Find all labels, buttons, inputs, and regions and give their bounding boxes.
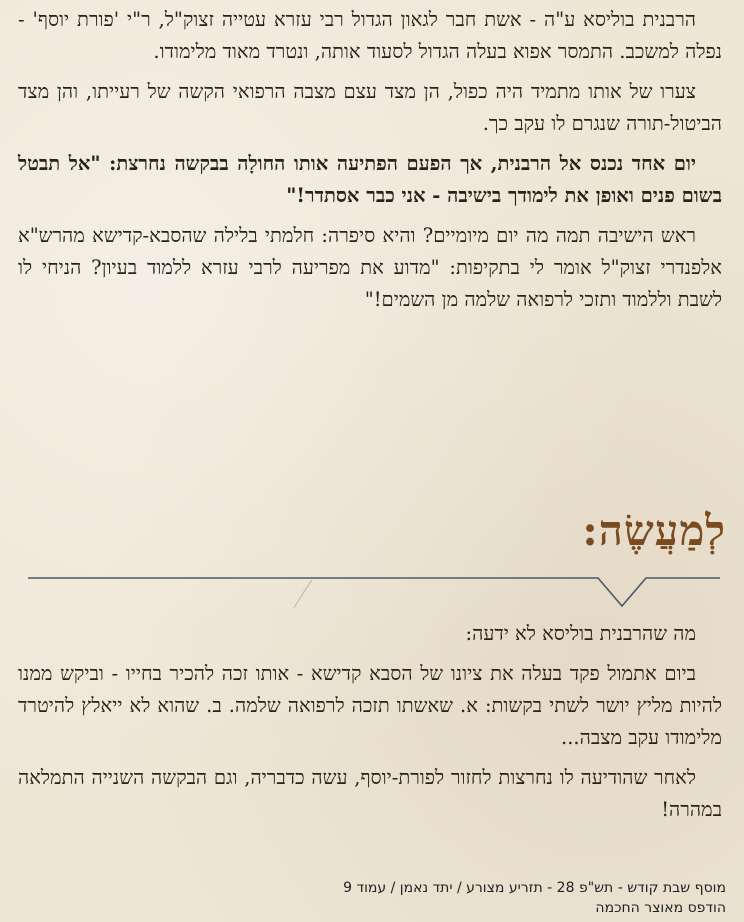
- paragraph-4: ראש הישיבה תמה מה יום מיומיים? והיא סיפרה: חלמתי בלילה שהסבא-קדישא מהרש"א אלפנדרי זצוק"ל אומר לי בתקיפות: "מדוע את מפריעה לרבי עזרא ללמוד בעיון? הניחי לו לשבת וללמוד ותזכי לרפואה שלמה מן השמים!": [18, 224, 722, 311]
- section-heading: לְמַעֲשֶׂה:: [582, 506, 726, 555]
- story-section: [18, 4, 722, 324]
- paragraph-6: ביום אתמול פקד בעלה את ציונו של הסבא קדישא - אותו זכה להכיר בחייו - וביקש ממנו להיות מליץ יושר לשתי בקשות: א. שאשתו תזכה לרפואה שלמה. ב. שהוא לא ייאלץ להיטרד מלימודו עקב מצבה...: [18, 662, 722, 749]
- paragraph-2: צערו של אותו מתמיד היה כפול, הן מצד עצם מצבה הרפואי הקשה של רעייתו, והן מצד הביטול-תורה שנגרם לו עקב כך.: [18, 80, 722, 135]
- paragraph-7: לאחר שהודיעה לו נחרצות לחזור לפורת-יוסף, עשה כדבריה, וגם הבקשה השנייה התמלאה במהרה!: [18, 766, 722, 821]
- conclusion-section: [18, 618, 722, 834]
- paragraph-3: יום אחד נכנס אל הרבנית, אך הפעם הפתיעה אותו החולָה בבקשה נחרצת: "אל תבטל בשום פנים ואופן את לימודך בישיבה - אני כבר אסתדר!": [18, 152, 722, 207]
- page-footer-credit: מוסף שבת קודש - תש"פ 28 - תזריע מצורע / יתד נאמן / עמוד 9: [343, 880, 726, 896]
- paragraph-1: הרבנית בוליסא ע"ה - אשת חבר לגאון הגדול רבי עזרא עטייה זצוק"ל, ר"י 'פורת יוסף' - נפלה למשכב. התמסר אפוא בעלה הגדול לסעוד אותה, ונטרד מאוד מלימודו.: [18, 8, 722, 63]
- section-divider: [0, 572, 744, 614]
- page-footer-source: הודפס מאוצר החכמה: [595, 900, 726, 916]
- ink-mark: [290, 578, 316, 610]
- paragraph-5: מה שהרבנית בוליסא לא ידעה:: [465, 622, 696, 645]
